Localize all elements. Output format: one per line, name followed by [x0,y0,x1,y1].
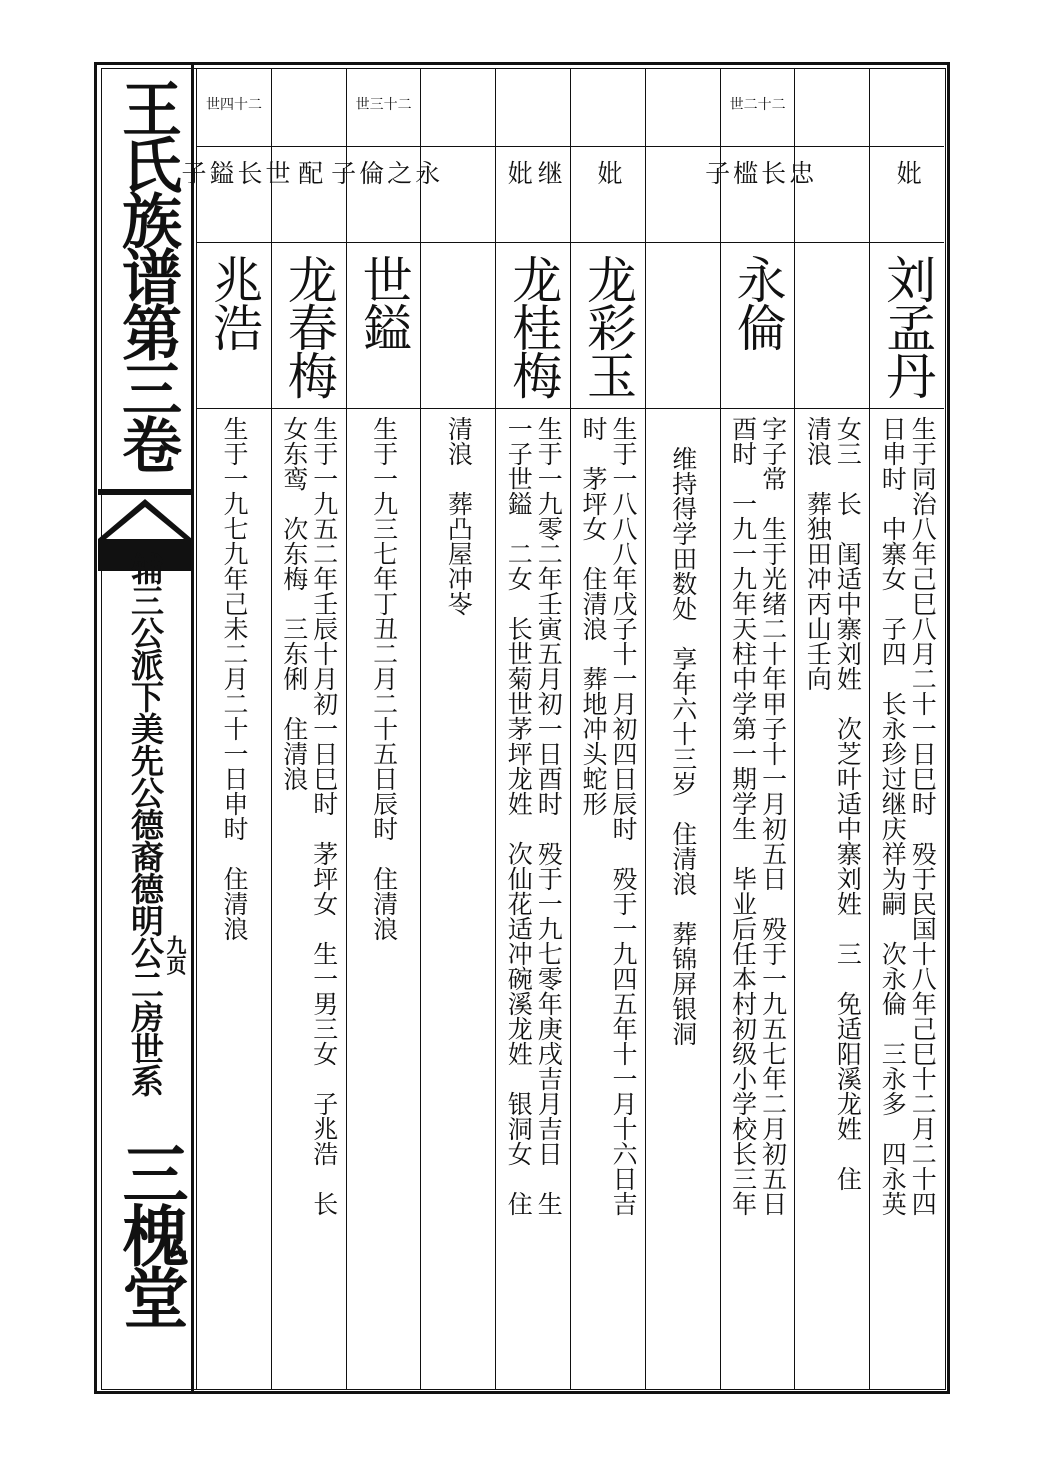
relation-label: 继 妣 [504,160,564,185]
relation-cell [498,160,568,236]
name-cell [496,254,570,404]
biography-cell [725,416,791,1384]
entry-column [327,68,441,1390]
book-title: 王氏族谱第三卷 [112,78,182,470]
entry-column [420,68,495,1390]
name-cell [646,254,720,404]
biography-text: 生于一九三七年丁丑二月二十五日辰时 住清浪 [369,416,399,941]
biography-text: 清浪 葬凸屋冲岺 [444,416,474,616]
generation-label: 世二十二 [729,97,786,113]
relation-cell [872,160,942,236]
biography-text: 生于一八八八年戊子十一月初四日辰时 殁于一九四五年十一月十六日吉 时 茅坪女 住清浪 葬地冲头蛇形 [579,416,638,1216]
entry-column [794,68,869,1390]
biography-cell [276,416,342,1384]
name-cell [197,254,271,404]
entry-column [869,68,944,1390]
name-cell [870,254,944,404]
relation-label: 永 之 倫 子 [327,160,441,185]
biography-cell [799,416,865,1384]
entry-column [570,68,645,1390]
biography-text: 字子常 生于光绪二十年甲子十一月初五日 殁于一九五七年二月初五日 酉时 一九一九年天柱中学第一期学生 毕业后任本村初级小学校长三年 [728,416,788,1216]
biography-text: 生于一九七九年己未二月二十一日申时 住清浪 [220,416,249,941]
title-divider [98,489,192,495]
biography-text: 生于一九零二年壬寅五月初一日酉时 殁于一九七零年庚戌吉月吉日 生 一子世鎰 二女 长世菊世茅坪龙姓 次仙花适冲碗溪龙姓 银洞女 住 [504,416,564,1216]
relation-label: 配 [294,160,324,185]
biography-text: 女三 长 闺适中寨刘姓 次芝叶适中寨刘姓 三 免适阳溪龙姓 住 清浪 葬独田冲丙山壬向 [803,416,863,1191]
name-cell [421,254,495,404]
biography-cell [425,416,491,1384]
name-cell [272,254,346,404]
person-name: 兆浩 [205,254,263,350]
biography-text: 生于一九五二年壬辰十月初一日巳时 茅坪女 生一男三女 子兆浩 长 女东鸾 次东梅 三东俐 住清浪 [279,416,339,1216]
relation-label: 妣 [893,160,923,185]
person-name: 龙春梅 [279,254,338,398]
relation-cell [701,160,815,236]
name-cell [571,254,645,404]
biography-text: 维持得学田数处 享年六十三岁 住清浪 葬锦屏银洞 [668,446,698,1046]
entry-column [495,68,570,1390]
entry-column [178,68,291,1390]
page-number: 九页 [163,935,187,975]
hall-name: 三槐堂 [111,1140,189,1326]
lineage-subtitle: 辅三公派下美先公德裔德明公二房世系 [126,552,165,1096]
biography-cell [575,416,641,1384]
name-cell [721,254,795,404]
person-name: 永倫 [728,254,787,350]
name-cell [795,254,869,404]
biography-cell [500,416,566,1384]
relation-cell [797,160,867,236]
relation-label: 忠 长 槛 子 [701,160,815,185]
biography-cell [650,416,716,1414]
relation-label: 世 长 鎰 子 [178,160,291,185]
relation-cell [178,160,291,236]
person-name: 刘孟丹 [878,254,937,398]
relation-cell [423,160,493,236]
biography-text: 生于同治八年己巳八月二十一日巳时 殁于民国十八年己巳十二月二十四 日申时 中寨女 子四 长永珍过继庆祥为嗣 次永倫 三永多 四永英 [878,416,938,1216]
entry-column [701,68,815,1390]
entry-column [645,68,720,1390]
relation-cell [327,160,441,236]
relation-cell [573,160,643,236]
generation-label: 世四十二 [206,97,262,113]
name-cell [347,254,421,404]
biography-cell [351,416,417,1384]
biography-cell [201,416,267,1384]
genealogy-grid [178,68,944,1390]
person-name: 世鎰 [354,254,413,350]
generation-label: 世三十二 [355,97,412,113]
entry-column [271,68,346,1390]
relation-label: 妣 [594,160,623,185]
person-name: 龙彩玉 [579,254,637,398]
person-name: 龙桂梅 [504,254,563,398]
biography-cell [874,416,940,1384]
